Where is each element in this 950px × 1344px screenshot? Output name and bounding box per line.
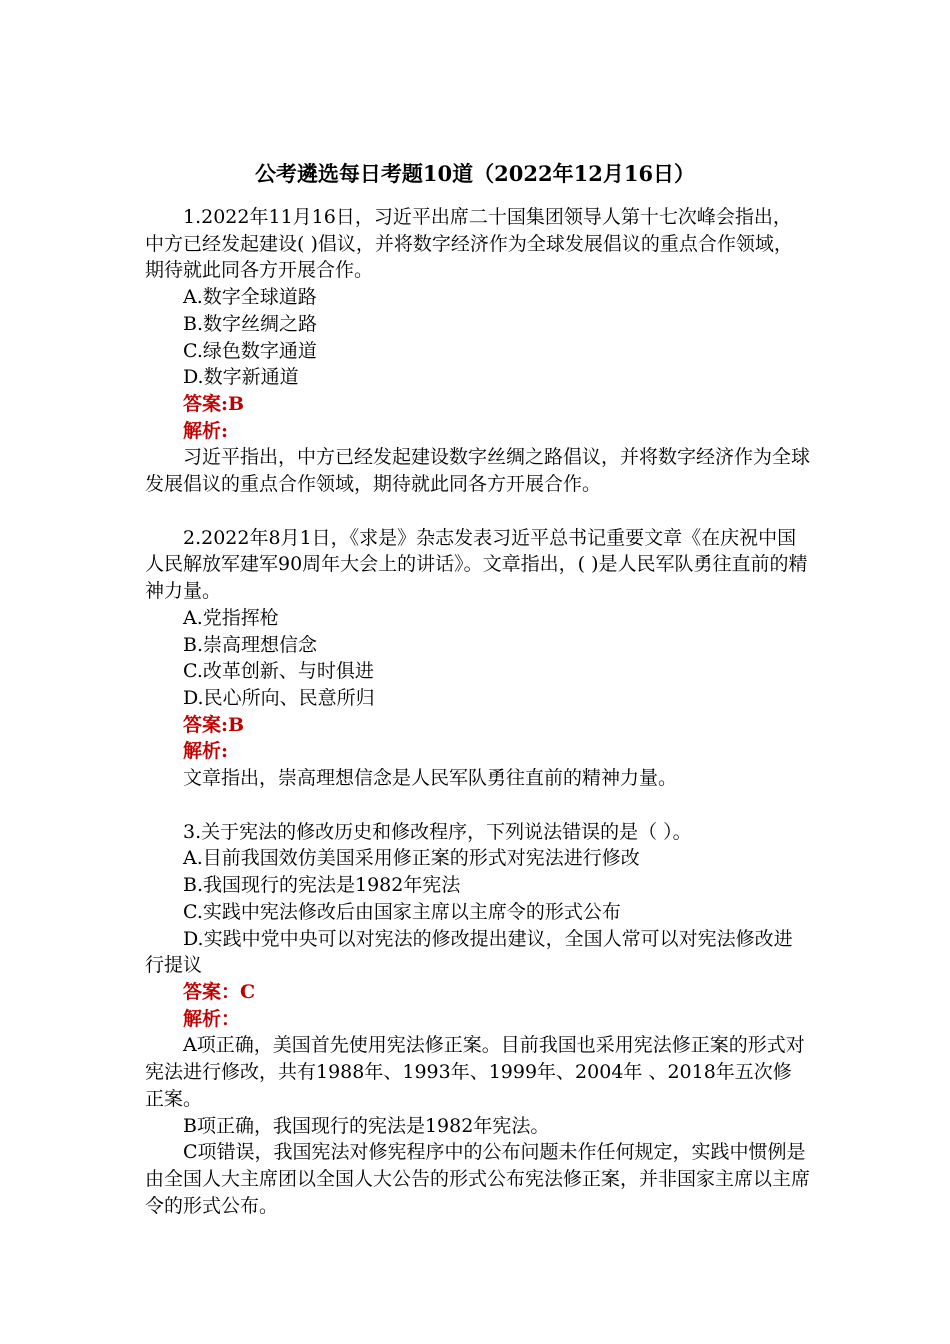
analysis-label: 解析: (183, 740, 229, 763)
questions-body (145, 204, 810, 1219)
option-b: B.崇高理想信念 (183, 633, 318, 656)
analysis-text: 文章指出，崇高理想信念是人民军队勇往直前的精神力量。 (183, 767, 678, 790)
option-a: A.党指挥枪 (183, 606, 279, 629)
option-b: B.数字丝绸之路 (183, 312, 318, 335)
option-d: D.民心所向、民意所归 (183, 686, 375, 709)
question-stem: 2.2022年8月1日，《求是》杂志发表习近平总书记重要文章《在庆祝中国人民解放军建军90周年大会上的讲话》。文章指出，( )是人民军队勇往直前的精神力量。 (145, 526, 808, 603)
analysis-label: 解析: (183, 419, 229, 442)
option-c: C.改革创新、与时俱进 (183, 660, 374, 683)
option-d: D.实践中党中央可以对宪法的修改提出建议，全国人常可以对宪法修改进行提议 (145, 927, 793, 977)
option-b: B.我国现行的宪法是1982年宪法 (183, 874, 461, 897)
spacer (145, 498, 810, 525)
question-stem: 1.2022年11月16日，习近平出席二十国集团领导人第十七次峰会指出，中方已经发起建设( )倡议，并将数字经济作为全球发展倡议的重点合作领域，期待就此同各方开展合作。 (145, 206, 793, 282)
answer: 答案：C (183, 980, 256, 1003)
question-1 (145, 204, 810, 498)
analysis-text: 习近平指出，中方已经发起建设数字丝绸之路倡议，并将数字经济作为全球发展倡议的重点合作领域，期待就此同各方开展合作。 (145, 446, 811, 496)
answer: 答案:B (183, 713, 245, 736)
page-title: 公考遴选每日考题10道（2022年12月16日） (254, 161, 696, 186)
analysis-text-c: C项错误，我国宪法对修宪程序中的公布问题未作任何规定，实践中惯例是由全国人大主席团以全国人大公告的形式公布宪法修正案，并非国家主席以主席令的形式公布。 (145, 1141, 811, 1217)
option-a: A.数字全球道路 (183, 286, 317, 309)
analysis-label: 解析： (183, 1007, 241, 1030)
analysis-text-a: A项正确，美国首先使用宪法修正案。目前我国也采用宪法修正案的形式对宪法进行修改，共有1988年、1993年、1999年、2004年 、2018年五次修正案。 (145, 1034, 805, 1110)
question-2 (145, 525, 810, 792)
option-a: A.目前我国效仿美国采用修正案的形式对宪法进行修改 (183, 847, 640, 870)
spacer (145, 792, 810, 819)
option-d: D.数字新通道 (183, 366, 299, 389)
answer: 答案:B (183, 392, 245, 415)
question-stem: 3.关于宪法的修改历史和修改程序，下列说法错误的是（ ）。 (183, 820, 692, 843)
question-3 (145, 819, 810, 1220)
option-c: C.绿色数字通道 (183, 339, 317, 362)
option-c: C.实践中宪法修改后由国家主席以主席令的形式公布 (183, 900, 621, 923)
analysis-text-b: B项正确，我国现行的宪法是1982年宪法。 (183, 1114, 550, 1137)
